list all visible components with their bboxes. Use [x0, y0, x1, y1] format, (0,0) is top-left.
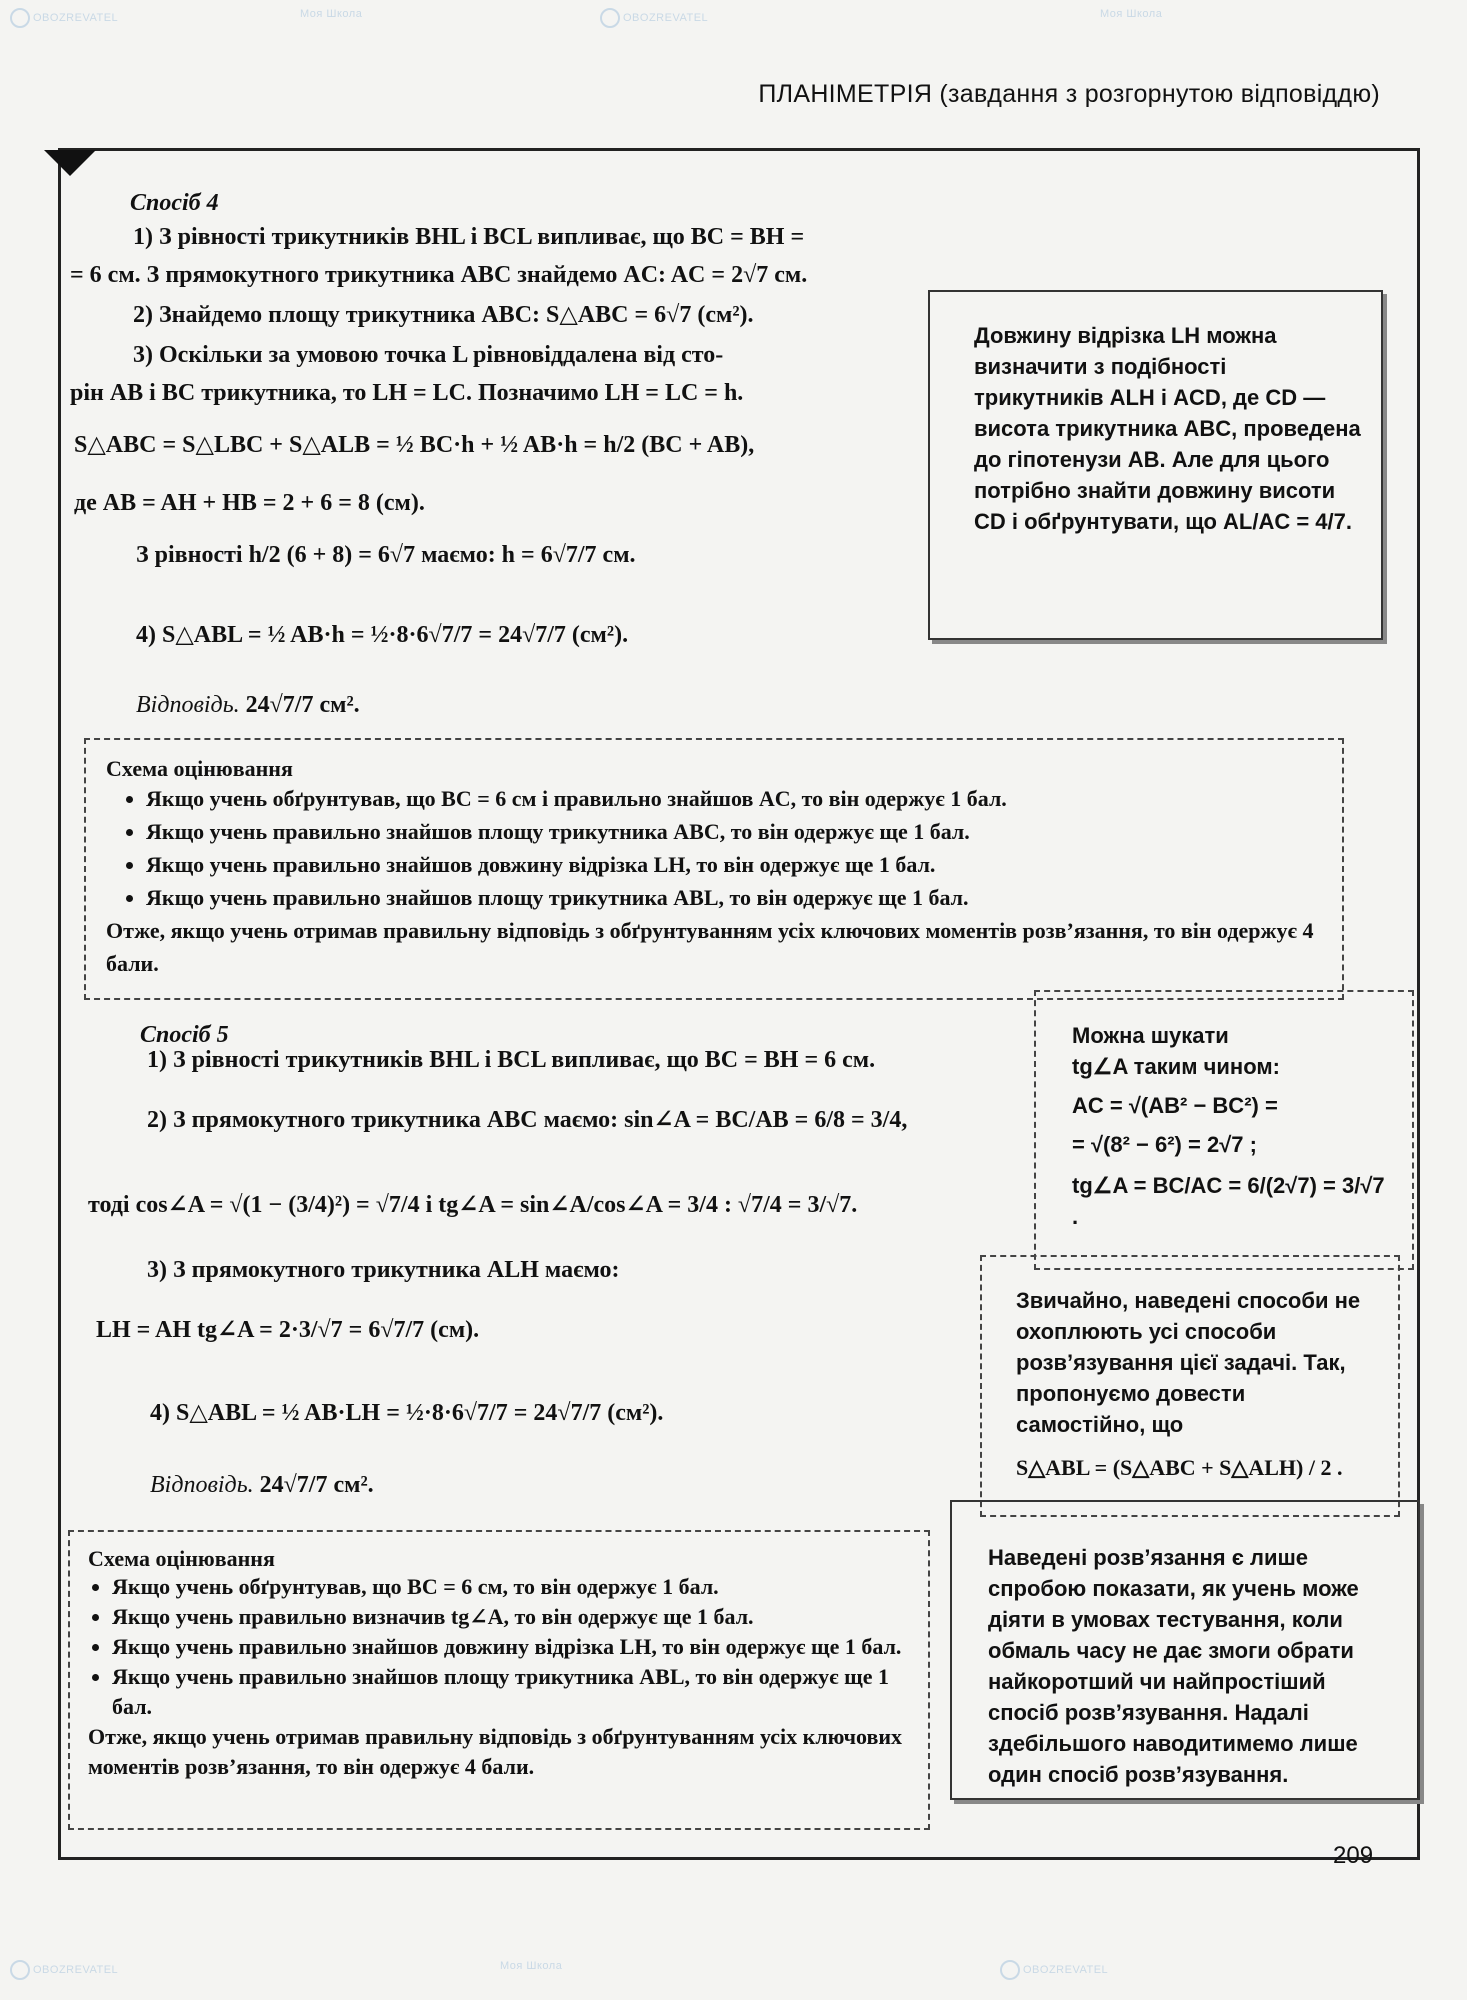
list-item: • Якщо учень обґрунтував, що BC = 6 см, то він одержує 1 бал.	[112, 1572, 910, 1602]
method4-formula: З рівності h/2 (6 + 8) = 6√7 маємо: h = 6√7/7 см.	[136, 542, 636, 568]
method4-line: рін AB і BC трикутника, то LH = LC. Позначимо LH = LC = h.	[70, 380, 744, 406]
method5-formula: 4) S△ABL = ½ AB·LH = ½·8·6√7/7 = 24√7/7 (см²).	[150, 1400, 664, 1426]
method5-answer	[150, 1470, 374, 1500]
grading-scheme	[84, 738, 1344, 1000]
list-item: • Якщо учень правильно знайшов площу трикутника ABL, то він одержує ще 1 бал.	[112, 1662, 910, 1722]
page-header: ПЛАНІМЕТРІЯ (завдання з розгорнутою відповіддю)	[758, 80, 1380, 108]
watermark: OBOZREVATEL	[10, 8, 118, 28]
answer-value: 24√7/7 см².	[245, 692, 360, 718]
page-number: 209	[1333, 1842, 1374, 1869]
method4-line: 2) Знайдемо площу трикутника ABC: S△ABC = 6√7 (см²).	[133, 302, 754, 328]
method4-formula: S△ABC = S△LBC + S△ALB = ½ BC·h + ½ AB·h = h/2 (BC + AB),	[74, 432, 755, 458]
watermark: OBOZREVATEL	[600, 8, 708, 28]
watermark: OBOZREVATEL	[1000, 1960, 1108, 1980]
method4-line: 3) Оскільки за умовою точка L рівновіддалена від сто-	[133, 342, 724, 368]
grading-scheme	[68, 1530, 930, 1830]
grading-scheme-summary: Отже, якщо учень отримав правильну відповідь з обґрунтуванням усіх ключових моментів розв’язання, то він одержує 4 бали.	[88, 1724, 903, 1779]
side-note-line: AC = √(AB² − BC²) =	[1072, 1093, 1278, 1118]
watermark: Моя Школа	[300, 8, 363, 20]
method5-line: 1) З рівності трикутників BHL і BCL випливає, що BC = BH = 6 см.	[147, 1047, 876, 1073]
method5-formula: тоді cos∠A = √(1 − (3/4)²) = √7/4 і tg∠A = sin∠A/cos∠A = 3/4 : √7/4 = 3/√7.	[88, 1192, 858, 1218]
side-note-text: Звичайно, наведені способи не охоплюють усі способи розв’язування цієї задачі. Так, пропонуємо довести самостійно, що	[1016, 1288, 1361, 1437]
side-note-line: tg∠A = BC/AC = 6/(2√7) = 3/√7 .	[1072, 1173, 1385, 1229]
method5-formula: 2) З прямокутного трикутника ABC маємо: sin∠A = BC/AB = 6/8 = 3/4,	[147, 1107, 908, 1133]
watermark: OBOZREVATEL	[10, 1960, 118, 1980]
watermark: Моя Школа	[1100, 8, 1163, 20]
method4-line: = 6 см. З прямокутного трикутника ABC знайдемо AC: AC = 2√7 см.	[70, 262, 808, 288]
watermark-logo-icon	[1000, 1960, 1020, 1980]
side-note	[1034, 990, 1414, 1270]
side-note	[980, 1255, 1400, 1517]
side-note-text: Довжину відрізка LH можна визначити з подібності трикутників ALH і ACD, де CD — висота трикутника ABC, проведена до гіпотенузи AB. Але для цього потрібно знайти довжину висоти CD і обґрунтувати, що AL/AC = 4/7.	[974, 323, 1361, 534]
method5-title: Спосіб 5	[140, 1022, 229, 1048]
corner-triangle-icon	[44, 150, 96, 176]
side-note-line: = √(8² − 6²) = 2√7 ;	[1072, 1132, 1257, 1157]
method4-title: Спосіб 4	[130, 190, 219, 216]
watermark-logo-icon	[10, 1960, 30, 1980]
list-item: • Якщо учень правильно знайшов площу трикутника ABC, то він одержує ще 1 бал.	[146, 815, 1322, 848]
method4-answer	[136, 690, 360, 720]
list-item: • Якщо учень правильно знайшов площу трикутника ABL, то він одержує ще 1 бал.	[146, 881, 1322, 914]
grading-scheme-summary: Отже, якщо учень отримав правильну відповідь з обґрунтуванням усіх ключових моментів розв’язання, то він одержує 4 бали.	[106, 918, 1314, 976]
side-note	[950, 1500, 1420, 1800]
grading-scheme-list	[106, 782, 1322, 914]
answer-label: Відповідь.	[150, 1472, 254, 1498]
side-note-text: Наведені розв’язання є лише спробою показати, як учень може діяти в умовах тестування, коли обмаль часу не дає змоги обрати найкоротший чи найпростіший спосіб розв’язування. Надалі здебільшого наводитимемо лише один спосіб розв’язування.	[988, 1545, 1359, 1787]
grading-scheme-title: Схема оцінювання	[106, 756, 293, 781]
side-note-formula: S△ABL = (S△ABC + S△ALH) / 2 .	[1016, 1455, 1343, 1480]
watermark: Моя Школа	[500, 1960, 563, 1972]
side-note-line: Можна шукати	[1072, 1023, 1229, 1048]
side-note-line: tg∠A таким чином:	[1072, 1054, 1280, 1079]
side-note	[928, 290, 1383, 640]
grading-scheme-list	[88, 1572, 910, 1722]
answer-label: Відповідь.	[136, 692, 240, 718]
method4-formula: 4) S△ABL = ½ AB·h = ½·8·6√7/7 = 24√7/7 (см²).	[136, 622, 629, 648]
method4-line: де AB = AH + HB = 2 + 6 = 8 (см).	[74, 490, 425, 516]
list-item: • Якщо учень правильно визначив tg∠A, то він одержує ще 1 бал.	[112, 1602, 910, 1632]
grading-scheme-title: Схема оцінювання	[88, 1546, 275, 1571]
watermark-logo-icon	[600, 8, 620, 28]
watermark-logo-icon	[10, 8, 30, 28]
method4-line: 1) З рівності трикутників BHL і BCL випливає, що BC = BH =	[133, 224, 805, 250]
list-item: • Якщо учень правильно знайшов довжину відрізка LH, то він одержує ще 1 бал.	[112, 1632, 910, 1662]
method5-formula: LH = AH tg∠A = 2·3/√7 = 6√7/7 (см).	[96, 1317, 480, 1343]
answer-value: 24√7/7 см².	[259, 1472, 374, 1498]
list-item: • Якщо учень обґрунтував, що BC = 6 см і правильно знайшов AC, то він одержує 1 бал.	[146, 782, 1322, 815]
list-item: • Якщо учень правильно знайшов довжину відрізка LH, то він одержує ще 1 бал.	[146, 848, 1322, 881]
method5-line: 3) З прямокутного трикутника ALH маємо:	[147, 1257, 620, 1283]
